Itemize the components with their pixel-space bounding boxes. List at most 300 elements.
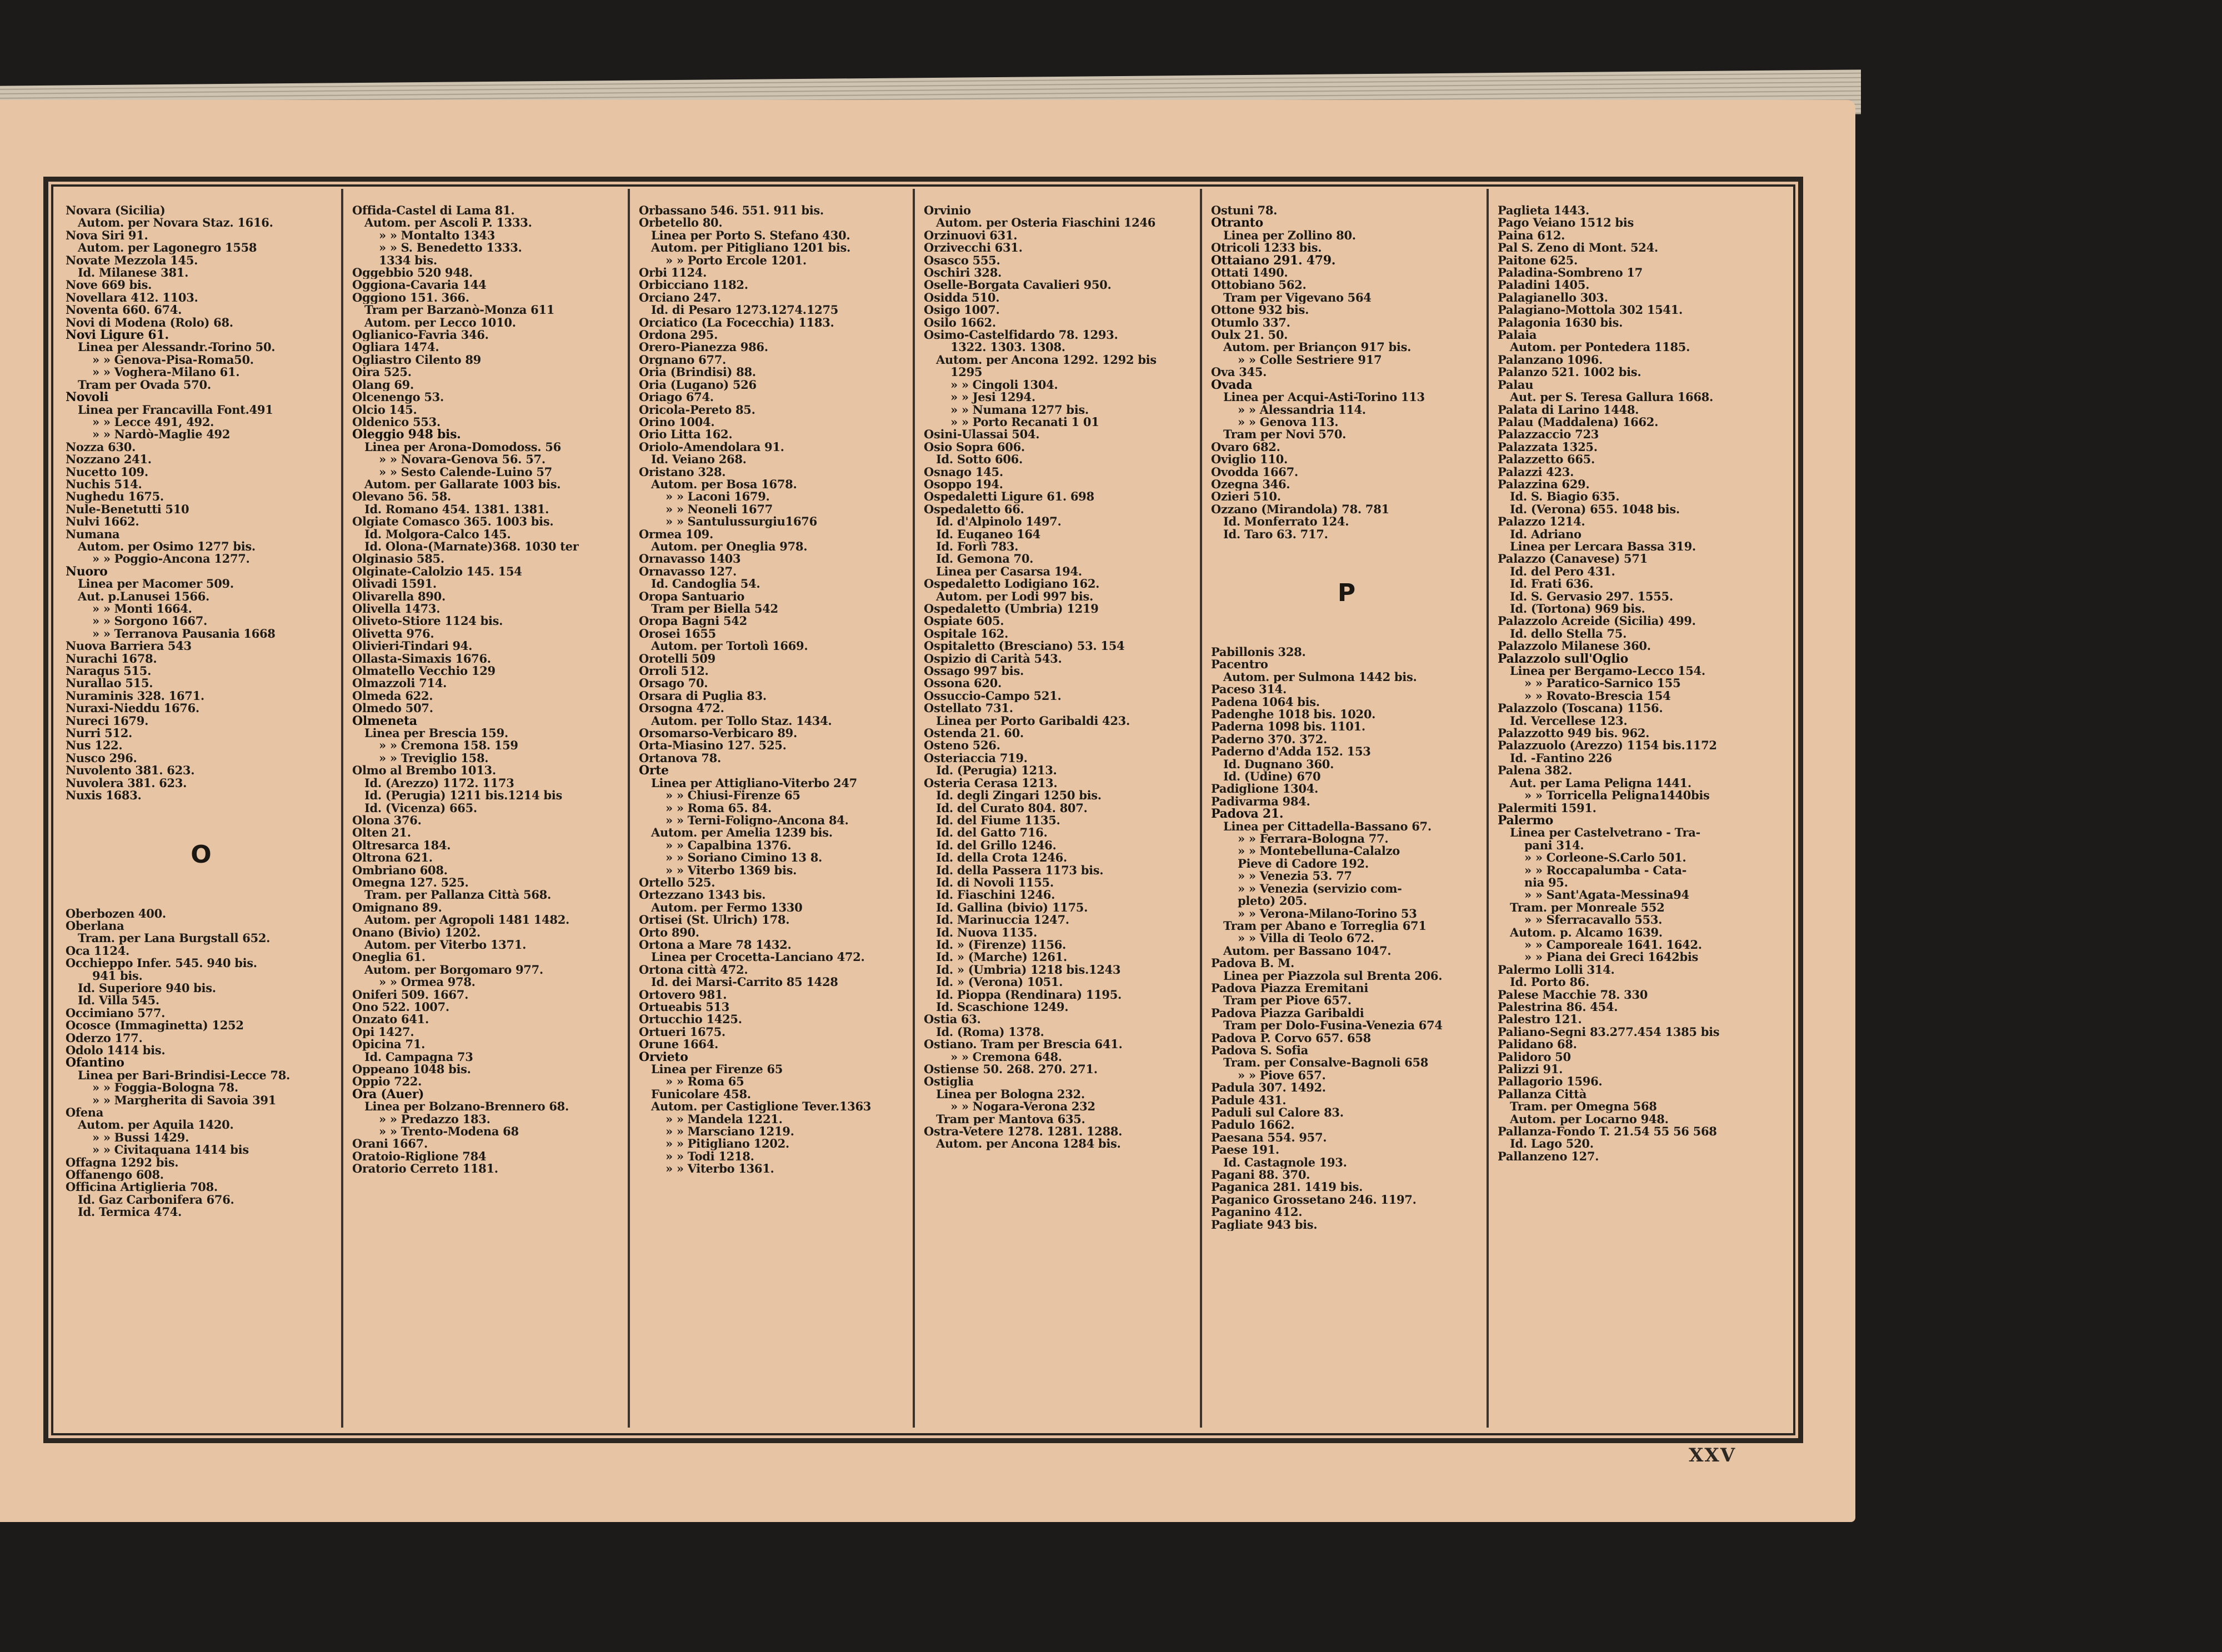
index-entry: Ollasta-Simaxis 1676.: [352, 652, 491, 665]
index-entry: Id. dei Marsi-Carrito 85 1428: [651, 976, 838, 989]
index-entry: Pieve di Cadore 192.: [1238, 857, 1369, 870]
index-entry: Ornavasso 1403: [639, 553, 741, 565]
index-entry: Oneglia 61.: [352, 951, 426, 964]
index-entry: Ortovero 981.: [639, 988, 727, 1001]
index-entry: pani 314.: [1524, 839, 1584, 852]
index-entry: Paganino 412.: [1211, 1206, 1303, 1219]
index-entry: Palagonia 1630 bis.: [1498, 316, 1623, 329]
index-entry: » » Cremona 158. 159: [379, 739, 518, 752]
index-entry: Nova Siri 91.: [66, 229, 148, 242]
index-entry: » » Verona-Milano-Torino 53: [1238, 907, 1417, 920]
index-entry: Autom. per Gallarate 1003 bis.: [364, 478, 561, 491]
index-entry: pleto) 205.: [1238, 895, 1307, 908]
index-entry: Olten 21.: [352, 827, 411, 839]
index-heading: Novoli: [66, 391, 109, 404]
index-entry: Omegna 127. 525.: [352, 876, 469, 889]
index-entry: Id. Campagna 73: [364, 1050, 473, 1064]
index-entry: » » Roma 65. 84.: [665, 802, 772, 814]
index-entry: Id. Euganeo 164: [936, 528, 1040, 540]
index-entry: Osoppo 194.: [924, 478, 1003, 491]
index-entry: Orsogna 472.: [639, 702, 724, 715]
index-entry: 1322. 1303. 1308.: [950, 341, 1065, 354]
index-entry: Opi 1427.: [352, 1025, 414, 1039]
index-entry: Autom. per Locarno 948.: [1510, 1113, 1669, 1126]
index-entry: Palazzuolo (Arezzo) 1154 bis.1172: [1498, 739, 1717, 752]
index-entry: Olmedo 507.: [352, 702, 433, 715]
index-entry: Olcio 145.: [352, 403, 417, 416]
index-entry: Linea per Acqui-Asti-Torino 113: [1223, 391, 1425, 404]
index-entry: Oselle-Borgata Cavalieri 950.: [924, 279, 1112, 292]
index-entry: Linea per Francavilla Font.491: [78, 403, 273, 416]
index-entry: Id. Porto 86.: [1510, 976, 1590, 989]
index-entry: Ospedaletto (Umbria) 1219: [924, 603, 1099, 615]
index-entry: Id. della Crota 1246.: [936, 852, 1067, 864]
index-entry: Ottone 932 bis.: [1211, 304, 1309, 317]
index-entry: Oristano 328.: [639, 465, 726, 478]
index-entry: » » Pitigliano 1202.: [665, 1138, 789, 1150]
index-entry: Novara (Sicilia): [66, 204, 166, 217]
index-entry: Ono 522. 1007.: [352, 1001, 449, 1014]
column-rule: [628, 189, 630, 1428]
index-entry: Palazzolo Milanese 360.: [1498, 640, 1651, 653]
index-entry: Paladina-Sombreno 17: [1498, 267, 1643, 279]
index-entry: Ombriano 608.: [352, 864, 448, 877]
index-entry: Palazzolo (Toscana) 1156.: [1498, 702, 1663, 715]
index-entry: Palazzo 1214.: [1498, 515, 1585, 528]
index-entry: Oricola-Pereto 85.: [639, 403, 755, 416]
index-entry: » » Porto Recanati 1 01: [950, 415, 1099, 429]
index-entry: Palazzetto 665.: [1498, 453, 1595, 466]
index-entry: » » Monti 1664.: [92, 603, 192, 615]
index-entry: Osidda 510.: [924, 291, 1000, 304]
index-entry: Olivella 1473.: [352, 603, 441, 615]
index-entry: » » Terranova Pausania 1668: [92, 627, 276, 640]
index-entry: Id. d'Alpinolo 1497.: [936, 515, 1062, 528]
index-entry: Oniferi 509. 1667.: [352, 988, 469, 1001]
index-entry: Ortucchio 1425.: [639, 1013, 742, 1026]
index-entry: Id. Termica 474.: [78, 1206, 182, 1219]
index-entry: Autom. per Lecco 1010.: [364, 316, 516, 329]
index-entry: Autom. per Bosa 1678.: [651, 478, 797, 491]
index-entry: Numana: [66, 528, 120, 540]
index-entry: Ordona 295.: [639, 329, 718, 342]
index-entry: Oberlana: [66, 919, 124, 933]
index-entry: Osasco 555.: [924, 254, 1000, 267]
index-entry: Pagliate 943 bis.: [1211, 1218, 1318, 1232]
index-entry: Oratoio-Riglione 784: [352, 1150, 487, 1163]
index-entry: Ostiense 50. 268. 270. 271.: [924, 1063, 1098, 1076]
index-entry: Autom. per Bassano 1047.: [1223, 944, 1392, 958]
index-entry: » » Novara-Genova 56. 57.: [379, 453, 546, 466]
index-entry: Padova Piazza Garibaldi: [1211, 1007, 1364, 1020]
index-entry: Palau: [1498, 378, 1534, 392]
index-entry: Ofena: [66, 1107, 104, 1119]
index-entry: Oppeano 1048 bis.: [352, 1063, 471, 1076]
index-entry: Autom. per Pontedera 1185.: [1510, 341, 1690, 354]
index-entry: Olivieri-Tindari 94.: [352, 640, 473, 653]
index-entry: Paceso 314.: [1211, 683, 1287, 696]
index-entry: Id. del Curato 804. 807.: [936, 802, 1088, 814]
index-entry: Palestro 121.: [1498, 1013, 1582, 1026]
index-entry: Osio Sopra 606.: [924, 440, 1025, 454]
index-entry: Nulvi 1662.: [66, 515, 139, 528]
index-entry: Opicina 71.: [352, 1038, 426, 1051]
index-entry: » » Piana dei Greci 1642bis: [1524, 951, 1699, 964]
index-entry: Odolo 1414 bis.: [66, 1044, 166, 1057]
index-entry: Ostenda 21. 60.: [924, 727, 1024, 740]
index-entry: Id. Romano 454. 1381. 1381.: [364, 503, 549, 516]
index-entry: » » Viterbo 1369 bis.: [665, 864, 797, 877]
index-entry: Id. Superiore 940 bis.: [78, 982, 216, 995]
index-entry: Linea per Lercara Bassa 319.: [1510, 540, 1696, 553]
index-entry: Otumlo 337.: [1211, 316, 1290, 329]
index-entry: Id. (Arezzo) 1172. 1173: [364, 777, 514, 790]
index-entry: Olivarella 890.: [352, 590, 446, 603]
index-column-5: [1211, 204, 1482, 1426]
index-entry: Palata di Larino 1448.: [1498, 403, 1639, 416]
column-rule: [1487, 189, 1489, 1428]
index-entry: Paina 612.: [1498, 229, 1565, 242]
index-entry: Orbi 1124.: [639, 267, 707, 279]
index-entry: Oglianico-Favria 346.: [352, 329, 489, 342]
index-entry: Paganico Grossetano 246. 1197.: [1211, 1193, 1417, 1207]
index-entry: Pabillonis 328.: [1211, 645, 1306, 659]
index-entry: Id. » (Verona) 1051.: [936, 976, 1063, 989]
index-entry: Oca 1124.: [66, 944, 130, 958]
index-entry: Occimiano 577.: [66, 1007, 166, 1020]
index-entry: Tram per Dolo-Fusina-Venezia 674: [1223, 1019, 1443, 1032]
index-entry: » » Alessandria 114.: [1238, 403, 1366, 416]
index-entry: Aut. p.Lanusei 1566.: [78, 590, 210, 603]
index-entry: » » Colle Sestriere 917: [1238, 353, 1382, 367]
index-entry: Ospizio di Carità 543.: [924, 652, 1062, 665]
index-entry: Palazzina 629.: [1498, 478, 1590, 491]
index-entry: Ortisei (St. Ulrich) 178.: [639, 914, 790, 927]
index-entry: Ovaro 682.: [1211, 440, 1280, 454]
index-entry: Id. (Perugia) 1213.: [936, 764, 1057, 777]
index-heading: Olmeneta: [352, 714, 417, 728]
index-entry: Nuxis 1683.: [66, 789, 142, 802]
index-entry: » » Laconi 1679.: [665, 490, 770, 503]
index-entry: 941 bis.: [92, 969, 143, 982]
index-entry: Nurri 512.: [66, 727, 133, 740]
index-entry: Id. Gaz Carbonifera 676.: [78, 1193, 234, 1207]
index-entry: Autom. per Briançon 917 bis.: [1223, 341, 1412, 354]
index-heading: Oleggio 948 bis.: [352, 428, 461, 441]
index-entry: Offida-Castel di Lama 81.: [352, 204, 515, 217]
index-entry: Orero-Pianezza 986.: [639, 341, 768, 354]
index-entry: Novate Mezzola 145.: [66, 254, 198, 267]
index-entry: Nozza 630.: [66, 440, 136, 454]
index-entry: » » Rovato-Brescia 154: [1524, 689, 1671, 703]
index-entry: » » Genova-Pisa-Roma50.: [92, 353, 254, 367]
index-entry: Oschiri 328.: [924, 267, 1002, 279]
index-entry: Ostuni 78.: [1211, 204, 1278, 217]
index-entry: Id. Lago 520.: [1510, 1138, 1594, 1150]
index-entry: » » Cremona 648.: [950, 1050, 1062, 1064]
index-entry: Id. Candoglia 54.: [651, 578, 760, 590]
index-entry: Ostia 63.: [924, 1013, 981, 1026]
index-entry: Pallanzeno 127.: [1498, 1150, 1599, 1163]
index-entry: Ostellato 731.: [924, 702, 1013, 715]
index-entry: Id. Nuova 1135.: [936, 926, 1037, 939]
index-entry: Ovodda 1667.: [1211, 465, 1298, 478]
index-heading: Palazzolo sull'Oglio: [1498, 652, 1628, 665]
index-entry: Autom. per Ancona 1292. 1292 bis: [936, 353, 1157, 367]
index-entry: » » Voghera-Milano 61.: [92, 366, 240, 379]
index-entry: Palanzano 1096.: [1498, 353, 1603, 367]
index-entry: Oulx 21. 50.: [1211, 329, 1288, 342]
index-heading: Nuoro: [66, 565, 108, 578]
index-entry: Autom. per Castiglione Tever.1363: [651, 1100, 872, 1113]
index-entry: Ozzano (Mirandola) 78. 781: [1211, 503, 1389, 516]
index-entry: Tram. per Monreale 552: [1510, 901, 1665, 914]
index-entry: Autom. per Lagonegro 1558: [78, 242, 257, 254]
index-entry: » » Sesto Calende-Luino 57: [379, 465, 552, 478]
index-entry: » » Montalto 1343: [379, 229, 496, 242]
index-entry: Naragus 515.: [66, 665, 152, 678]
index-column-2: [352, 204, 623, 1426]
index-entry: Ortona città 472.: [639, 963, 748, 977]
index-entry: Ostra-Vetere 1278. 1281. 1288.: [924, 1125, 1123, 1138]
index-entry: » » Sferracavallo 553.: [1524, 914, 1663, 927]
index-entry: Id. Frati 636.: [1510, 578, 1594, 590]
index-entry: Autom. per Tortolì 1669.: [651, 640, 808, 653]
index-heading: Orte: [639, 764, 669, 777]
index-entry: Palagiano-Mottola 302 1541.: [1498, 304, 1683, 317]
index-entry: Oltresarca 184.: [352, 839, 451, 852]
index-entry: Tram per Novi 570.: [1223, 428, 1347, 441]
index-entry: Padenghe 1018 bis. 1020.: [1211, 708, 1376, 721]
index-entry: Ogliara 1474.: [352, 341, 439, 354]
index-entry: Novi di Modena (Rolo) 68.: [66, 316, 233, 329]
column-rule: [1200, 189, 1202, 1428]
index-entry: Ortueri 1675.: [639, 1025, 725, 1039]
index-entry: Orosei 1655: [639, 627, 716, 640]
index-entry: Ostiglia: [924, 1075, 974, 1088]
index-entry: Id. di Novoli 1155.: [936, 876, 1054, 889]
index-entry: Nule-Benetutti 510: [66, 503, 189, 516]
index-entry: » » Ormea 978.: [379, 976, 476, 989]
index-entry: Padova P. Corvo 657. 658: [1211, 1032, 1371, 1044]
index-entry: Olginate-Calolzio 145. 154: [352, 565, 522, 578]
index-entry: » » Marsciano 1219.: [665, 1125, 794, 1138]
index-entry: Tram per Ovada 570.: [78, 378, 211, 392]
index-entry: Nuraminis 328. 1671.: [66, 689, 204, 703]
index-entry: Pallanza Città: [1498, 1088, 1587, 1101]
index-entry: Ozieri 510.: [1211, 490, 1281, 503]
index-entry: Linea per Cittadella-Bassano 67.: [1223, 820, 1432, 833]
index-entry: Padivarma 984.: [1211, 795, 1310, 808]
index-entry: » » Montebelluna-Calalzo: [1238, 845, 1400, 858]
index-entry: » » Roccapalumba - Cata-: [1524, 864, 1687, 877]
index-entry: Oppio 722.: [352, 1075, 422, 1088]
index-entry: Tram per Mantova 635.: [936, 1113, 1085, 1126]
index-entry: Oltrona 621.: [352, 852, 433, 864]
index-entry: Padiglione 1304.: [1211, 783, 1319, 795]
index-entry: » » Bussi 1429.: [92, 1131, 189, 1144]
index-entry: Autom. per Ancona 1284 bis.: [936, 1138, 1121, 1150]
index-entry: Paderna 1098 bis. 1101.: [1211, 720, 1365, 733]
index-entry: Ospitale 162.: [924, 627, 1008, 640]
index-entry: Ogliastro Cilento 89: [352, 353, 481, 367]
index-entry: Padova B. M.: [1211, 957, 1294, 970]
index-entry: Id. S. Biagio 635.: [1510, 490, 1620, 503]
index-entry: Novellara 412. 1103.: [66, 291, 198, 304]
index-entry: Olivetta 976.: [352, 627, 434, 640]
index-entry: » » Corleone-S.Carlo 501.: [1524, 852, 1686, 864]
index-entry: Palena 382.: [1498, 764, 1573, 777]
index-entry: Linea per Attigliano-Viterbo 247: [651, 777, 857, 790]
index-entry: » » Sorgono 1667.: [92, 615, 208, 628]
index-entry: Ocosce (Immaginetta) 1252: [66, 1019, 244, 1032]
index-entry: » » Camporeale 1641. 1642.: [1524, 938, 1702, 952]
index-entry: Orino 1004.: [639, 415, 715, 429]
index-entry: » » Piove 657.: [1238, 1069, 1326, 1082]
index-entry: Nureci 1679.: [66, 714, 149, 728]
index-entry: » » Sant'Agata-Messina94: [1524, 889, 1689, 902]
index-entry: Paderno d'Adda 152. 153: [1211, 745, 1371, 758]
index-entry: Olmeda 622.: [352, 689, 433, 703]
index-entry: Id. S. Gervasio 297. 1555.: [1510, 590, 1673, 603]
index-entry: Id. Forlì 783.: [936, 540, 1019, 553]
index-entry: » » Margherita di Savoia 391: [92, 1094, 277, 1107]
index-heading: Ovada: [1211, 378, 1253, 392]
index-entry: Id. Pioppa (Rendinara) 1195.: [936, 988, 1122, 1001]
index-entry: Osteria Cerasa 1213.: [924, 777, 1058, 790]
index-entry: Onzato 641.: [352, 1013, 429, 1026]
index-entry: Officina Artiglieria 708.: [66, 1181, 218, 1194]
index-entry: Tram. per Lana Burgstall 652.: [78, 932, 271, 945]
index-entry: » » Venezia 53. 77: [1238, 870, 1352, 883]
index-entry: Tram per Barzanò-Monza 611: [364, 304, 555, 317]
index-entry: Id. degli Zingari 1250 bis.: [936, 789, 1102, 802]
index-entry: Offanengo 608.: [66, 1169, 164, 1182]
index-entry: Olivadi 1591.: [352, 578, 437, 590]
index-entry: Linea per Crocetta-Lanciano 472.: [651, 951, 865, 964]
index-entry: Ospitaletto (Bresciano) 53. 154: [924, 640, 1125, 653]
index-entry: Id. del Fiume 1135.: [936, 814, 1060, 827]
index-entry: Oderzo 177.: [66, 1032, 143, 1044]
index-entry: Autom. per Borgomaro 977.: [364, 963, 543, 977]
index-entry: Autom. per Tollo Staz. 1434.: [651, 714, 832, 728]
index-entry: Osteno 526.: [924, 739, 1000, 752]
index-entry: » » Ferrara-Bologna 77.: [1238, 833, 1389, 845]
index-entry: Linea per Bologna 232.: [936, 1088, 1085, 1101]
index-entry: Oropa Bagni 542: [639, 615, 747, 628]
index-entry: Ortueabis 513: [639, 1001, 730, 1014]
index-entry: Palagianello 303.: [1498, 291, 1608, 304]
index-entry: Pago Veiano 1512 bis: [1498, 217, 1634, 229]
index-entry: Linea per Macomer 509.: [78, 578, 234, 590]
index-entry: » » Foggia-Bologna 78.: [92, 1082, 238, 1094]
index-entry: Palazzotto 949 bis. 962.: [1498, 727, 1650, 740]
index-entry: » » Viterbo 1361.: [665, 1163, 774, 1175]
index-entry: Olgiate Comasco 365. 1003 bis.: [352, 515, 554, 528]
index-entry: Oggiono 151. 366.: [352, 291, 469, 304]
index-entry: » » Terni-Foligno-Ancona 84.: [665, 814, 849, 827]
index-entry: » » Nardò-Maglie 492: [92, 428, 231, 441]
index-entry: Paladini 1405.: [1498, 279, 1590, 292]
index-entry: Orto 890.: [639, 926, 699, 939]
index-entry: Padena 1064 bis.: [1211, 695, 1320, 708]
index-entry: Palanzo 521. 1002 bis.: [1498, 366, 1642, 379]
index-entry: Orune 1664.: [639, 1038, 719, 1051]
index-entry: Oropa Santuario: [639, 590, 745, 603]
index-entry: Paderno 370. 372.: [1211, 733, 1328, 746]
index-entry: Nuvolera 381. 623.: [66, 777, 187, 790]
index-entry: Pallanza-Fondo T. 21.54 55 56 568: [1498, 1125, 1717, 1138]
index-entry: » » S. Benedetto 1333.: [379, 242, 522, 254]
index-entry: Orgnano 677.: [639, 353, 727, 367]
index-entry: Pallagorio 1596.: [1498, 1075, 1603, 1088]
index-entry: Palermiti 1591.: [1498, 802, 1597, 814]
index-entry: Pagani 88. 370.: [1211, 1169, 1310, 1182]
index-entry: Nurallao 515.: [66, 677, 153, 690]
index-entry: Linea per Porto S. Stefano 430.: [651, 229, 850, 242]
index-entry: Oldenico 553.: [352, 415, 441, 429]
index-heading: Orvieto: [639, 1050, 688, 1064]
index-entry: Id. Scaschione 1249.: [936, 1001, 1069, 1014]
index-entry: Autom. per Osteria Fiaschini 1246: [936, 217, 1156, 229]
index-entry: Noventa 660. 674.: [66, 304, 182, 317]
index-entry: Id. del Pero 431.: [1510, 565, 1615, 578]
index-entry: Id. Taro 63. 717.: [1223, 528, 1328, 540]
index-entry: nia 95.: [1524, 876, 1568, 889]
index-entry: » » Trento-Modena 68: [379, 1125, 519, 1138]
index-entry: Orciano 247.: [639, 291, 721, 304]
index-entry: Aut. per S. Teresa Gallura 1668.: [1510, 391, 1713, 404]
index-entry: Linea per Arona-Domodoss. 56: [364, 440, 561, 454]
index-entry: Palazzo (Canavese) 571: [1498, 553, 1648, 565]
section-letter: O: [191, 840, 212, 869]
index-entry: » » Todi 1218.: [665, 1150, 754, 1163]
index-entry: Ossago 997 bis.: [924, 665, 1024, 678]
index-entry: Oira 525.: [352, 366, 412, 379]
index-entry: Id. Sotto 606.: [936, 453, 1023, 466]
index-entry: Id. (Roma) 1378.: [936, 1025, 1044, 1039]
index-entry: Olevano 56. 58.: [352, 490, 451, 503]
index-entry: Autom. per Fermo 1330: [651, 901, 803, 914]
index-entry: Linea per Casarsa 194.: [936, 565, 1082, 578]
index-entry: Oria (Brindisi) 88.: [639, 366, 756, 379]
index-entry: Oggebbio 520 948.: [352, 267, 473, 279]
index-entry: » » Treviglio 158.: [379, 752, 489, 765]
index-entry: Palau (Maddalena) 1662.: [1498, 415, 1659, 429]
index-entry: Ormea 109.: [639, 528, 714, 540]
index-heading: Ofantino: [66, 1057, 124, 1069]
index-entry: Linea per Castelvetrano - Tra-: [1510, 827, 1700, 839]
column-rule: [341, 189, 343, 1428]
index-entry: Autom. per Ascoli P. 1333.: [364, 217, 532, 229]
index-entry: Linea per Firenze 65: [651, 1063, 783, 1076]
index-entry: » » Predazzo 183.: [379, 1113, 491, 1126]
index-entry: Id. Dugnano 360.: [1223, 758, 1334, 771]
index-entry: » » Paratico-Sarnico 155: [1524, 677, 1681, 690]
index-entry: Nuova Barriera 543: [66, 640, 192, 653]
index-entry: Oriago 674.: [639, 391, 714, 404]
index-entry: Id. dello Stella 75.: [1510, 627, 1627, 640]
index-entry: Offagna 1292 bis.: [66, 1156, 179, 1169]
index-heading: Ottaiano 291. 479.: [1211, 254, 1336, 267]
index-entry: » » Chiusi-Firenze 65: [665, 789, 800, 802]
index-entry: Palazzolo Acreide (Sicilia) 499.: [1498, 615, 1696, 628]
index-entry: Id. Veiano 268.: [651, 453, 747, 466]
index-entry: Oggiona-Cavaria 144: [352, 279, 487, 292]
index-entry: Id. di Pesaro 1273.1274.1275: [651, 304, 839, 317]
index-entry: Palermo Lolli 314.: [1498, 963, 1615, 977]
index-entry: » » Civitaquana 1414 bis: [92, 1144, 249, 1157]
